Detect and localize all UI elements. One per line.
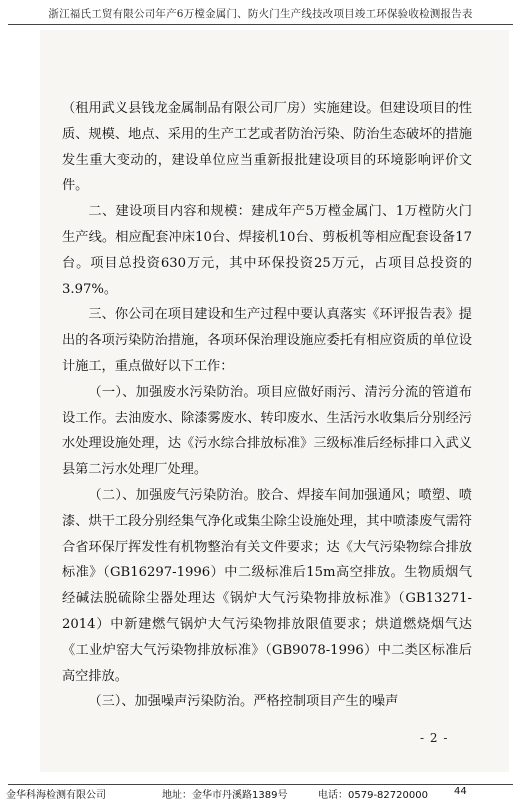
footer-phone: 电话：0579-82720000 [318, 790, 428, 801]
document-body [62, 96, 472, 715]
paragraph-6: （三）、加强噪声污染防治。严格控制项目产生的噪声 [88, 694, 399, 710]
footer-page-count: 44 [454, 786, 467, 797]
header-rule [8, 24, 513, 25]
paragraph-2: 二、建设项目内容和规模：建成年产5万樘金属门、1万樘防火门生产线。相应配套冲床10台、焊接机10台、剪板机等相应配套设备17台。项目总投资630万元，其中环保投资25万元，占项目总投资的3.97%。 [62, 204, 472, 297]
paragraph-5: （二）、加强废气污染防治。胶合、焊接车间加强通风；喷塑、喷漆、烘干工段分别经集气净化或集尘除尘设施处理，其中喷漆废气需符合省环保厅挥发性有机物整治有关文件要求；达《大气污染物综合排放标准》（GB16297-1996）中二级标准后15m高空排放。生物质烟气经碱法脱硫除尘器处理达《锅炉大气污染物排放标准》（GB13271-2014）中新建燃气锅炉大气污染物排放限值要求；烘道燃烧烟气达《工业炉窑大气污染物排放标准》（GB9078-1996）中二类区标准后高空排放。 [62, 487, 472, 684]
page-header: 浙江福氏工贸有限公司年产6万樘金属门、防火门生产线技改项目竣工环保验收检测报告表 [48, 8, 473, 20]
paragraph-4: （一）、加强废水污染防治。项目应做好雨污、清污分流的管道布设工作。去油废水、除漆雾废水、转印废水、生活污水收集后分别经污水处理设施处理，达《污水综合排放标准》三级标准后经标排口入武义县第二污水处理厂处理。 [62, 384, 472, 478]
page-number: - 2 - [420, 731, 449, 745]
paragraph-1: （租用武义县钱龙金属制品有限公司厂房）实施建设。但建设项目的性质、规模、地点、采用的生产工艺或者防治污染、防治生态破坏的措施发生重大变动的，建设单位应当重新报批建设项目的环境影响评价文件。 [62, 101, 472, 194]
footer-company: 金华科海检测有限公司 [6, 790, 106, 801]
paragraph-3: 三、你公司在项目建设和生产过程中要认真落实《环评报告表》提出的各项污染防治措施，各项环保治理设施应委托有相应资质的单位设计施工，重点做好以下工作： [62, 307, 472, 374]
footer-rule [8, 784, 513, 785]
footer-address: 地址：金华市丹溪路1389号 [162, 790, 288, 801]
